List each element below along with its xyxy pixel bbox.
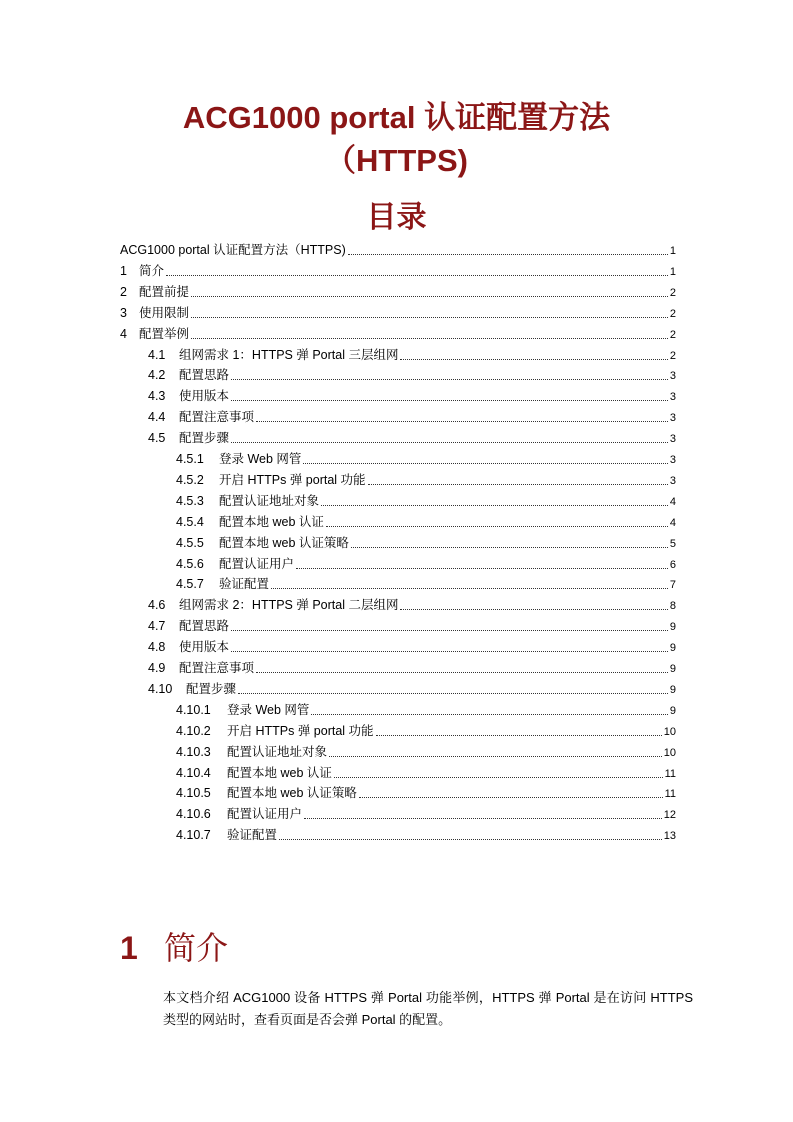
toc-dot-leader — [321, 505, 668, 506]
toc-dot-leader — [400, 609, 667, 610]
toc-dot-leader — [191, 296, 668, 297]
toc-entry-number: 4.10.3 — [176, 744, 211, 759]
toc-dot-leader — [238, 693, 668, 694]
toc-heading: 目录 — [366, 201, 427, 234]
toc-entry-text: 配置认证地址对象 — [219, 493, 320, 508]
toc-entry-page: 1 — [669, 265, 676, 278]
toc-dot-leader — [256, 421, 668, 422]
toc-entry-page: 2 — [669, 349, 676, 362]
toc-entry-number: 4.10.1 — [176, 702, 211, 717]
toc-entry-number: 4.10.6 — [176, 807, 211, 822]
toc-entry-page: 3 — [669, 370, 676, 383]
toc-dot-leader — [271, 588, 668, 589]
toc-entry[interactable] — [148, 637, 676, 657]
toc-entry-page: 12 — [663, 809, 676, 822]
toc-dot-leader — [368, 484, 668, 485]
toc-entry-text: 配置注意事项 — [179, 661, 255, 675]
toc-entry-number: 4.4 — [148, 410, 166, 425]
toc-entry-number: 4.10.7 — [176, 828, 211, 843]
toc-entry-number: 4.10 — [148, 681, 173, 696]
toc-entry-text: 使用版本 — [179, 640, 230, 655]
toc-entry-number: 4.10.2 — [176, 723, 211, 738]
toc-entry-number: 1 — [120, 263, 127, 278]
toc-entry-page: 4 — [669, 516, 676, 529]
toc-entry-text: 登录 Web 网管 — [219, 452, 302, 466]
toc-entry-page: 10 — [663, 725, 676, 738]
toc-entry-number: 4.5.1 — [176, 452, 204, 466]
toc-entry[interactable] — [148, 679, 676, 699]
toc-entry-text: 开启 HTTPs 弹 portal 功能 — [227, 723, 374, 738]
toc-entry-page: 11 — [664, 788, 676, 801]
toc-entry-page: 6 — [669, 558, 676, 571]
toc-entry-number: 4.5.5 — [176, 535, 204, 550]
toc-entry-text: 配置认证用户 — [227, 807, 303, 822]
toc-entry-page: 3 — [669, 412, 676, 425]
toc-dot-leader — [329, 756, 662, 757]
toc-entry-text: ACG1000 portal 认证配置方法（HTTPS) — [120, 243, 346, 257]
toc-dot-leader — [166, 275, 668, 276]
toc-entry[interactable] — [176, 554, 676, 574]
toc-entry[interactable] — [148, 407, 676, 427]
toc-entry-page: 9 — [669, 663, 676, 675]
toc-entry-page: 3 — [669, 391, 676, 404]
toc-dot-leader — [231, 442, 668, 443]
toc-dot-leader — [348, 254, 668, 255]
toc-entry-text: 开启 HTTPs 弹 portal 功能 — [219, 472, 366, 487]
toc-entry-number: 4.5.4 — [176, 514, 204, 529]
toc-entry-page: 2 — [669, 286, 676, 299]
toc-entry-text: 配置举例 — [139, 326, 190, 341]
toc-entry[interactable] — [148, 616, 676, 636]
toc-entry-text: 配置认证用户 — [219, 556, 295, 571]
toc-entry-page: 2 — [669, 307, 676, 320]
toc-entry-number: 4.5 — [148, 431, 166, 446]
toc-entry-number: 4.2 — [148, 368, 166, 383]
toc-dot-leader — [311, 714, 667, 715]
toc-entry-page: 11 — [664, 767, 676, 780]
toc-entry-page: 5 — [669, 537, 676, 550]
toc-dot-leader — [231, 400, 668, 401]
toc-entry-number: 4.5.3 — [176, 493, 204, 508]
toc-entry[interactable] — [176, 742, 676, 762]
toc-entry-number: 4.5.2 — [176, 472, 204, 487]
toc-entry-number: 3 — [120, 305, 127, 320]
toc-entry[interactable] — [176, 825, 676, 845]
toc-entry-page: 8 — [669, 600, 676, 613]
toc-entry[interactable] — [176, 574, 676, 594]
toc-entry-number: 4.9 — [148, 661, 166, 675]
toc-dot-leader — [191, 338, 668, 339]
toc-entry-page: 9 — [669, 642, 676, 655]
toc-entry[interactable] — [176, 721, 676, 741]
toc-dot-leader — [279, 839, 662, 840]
toc-entry-number: 4.5.7 — [176, 577, 204, 592]
toc-entry-text: 使用限制 — [139, 305, 190, 320]
toc-dot-leader — [359, 797, 663, 798]
toc-entry-text: 配置步骤 — [186, 681, 237, 696]
toc-entry-text: 验证配置 — [227, 828, 278, 843]
toc-entry-number: 4.6 — [148, 598, 166, 613]
toc-entry[interactable] — [120, 324, 676, 344]
toc-entry-page: 9 — [669, 621, 676, 634]
toc-entry-text: 配置本地 web 认证策略 — [219, 535, 349, 550]
toc-entry-page: 7 — [669, 579, 676, 592]
document-title: ACG1000 portal 认证配置方法 — [182, 100, 611, 135]
toc-dot-leader — [231, 379, 668, 380]
document-title-line2: （HTTPS) — [325, 143, 468, 178]
section-heading — [120, 926, 228, 970]
toc-entry-page: 2 — [669, 328, 676, 341]
toc-dot-leader — [303, 463, 667, 464]
toc-entry-text: 配置思路 — [179, 368, 230, 383]
toc-entry-text: 使用版本 — [179, 389, 230, 404]
toc-entry[interactable] — [176, 449, 676, 469]
toc-entry-page: 3 — [669, 433, 676, 446]
toc-entry[interactable] — [148, 386, 676, 406]
toc-entry-page: 10 — [663, 746, 676, 759]
toc-entry-text: 验证配置 — [219, 577, 270, 592]
toc-dot-leader — [351, 547, 668, 548]
toc-entry-text: 简介 — [139, 263, 165, 278]
section-paragraph: 本文档介绍 ACG1000 设备 HTTPS 弹 Portal 功能举例，HTTPS 弹 Portal 是在访问 HTTPS 类型的网站时，查看页面是否会弹 Portal 的配置。 — [163, 990, 693, 1027]
toc-dot-leader — [256, 672, 668, 673]
toc-entry-text: 组网需求 2：HTTPS 弹 Portal 二层组网 — [179, 598, 399, 613]
toc-entry[interactable] — [176, 470, 676, 490]
toc-entry-text: 配置认证地址对象 — [227, 744, 328, 759]
toc-dot-leader — [376, 735, 662, 736]
toc-entry-text: 配置本地 web 认证策略 — [227, 786, 357, 801]
toc-entry-page: 3 — [669, 474, 676, 487]
toc-entry-page: 4 — [669, 495, 676, 508]
toc-dot-leader — [326, 526, 668, 527]
toc-entry-text: 组网需求 1：HTTPS 弹 Portal 三层组网 — [179, 347, 399, 362]
toc-entry[interactable] — [148, 595, 676, 615]
toc-entry[interactable] — [120, 303, 676, 323]
toc-entry-number: 4.5.6 — [176, 556, 204, 571]
toc-entry-number: 4.1 — [148, 347, 166, 362]
toc-dot-leader — [334, 777, 663, 778]
toc-dot-leader — [231, 630, 668, 631]
toc-entry-text: 配置步骤 — [179, 431, 230, 446]
toc-entry-page: 13 — [663, 830, 676, 843]
toc-dot-leader — [304, 818, 662, 819]
toc-entry-text: 配置思路 — [179, 619, 230, 634]
toc-entry[interactable] — [148, 428, 676, 448]
toc-entry[interactable] — [176, 700, 676, 720]
toc-entry-page: 1 — [669, 245, 676, 257]
section-number: 1 — [120, 930, 138, 966]
toc-entry-text: 配置注意事项 — [179, 410, 255, 425]
toc-entry[interactable] — [176, 512, 676, 532]
toc-entry-text: 配置本地 web 认证 — [219, 514, 324, 529]
toc-entry[interactable] — [148, 658, 676, 678]
toc-entry-number: 4.7 — [148, 619, 166, 634]
toc-entry[interactable] — [120, 282, 676, 302]
toc-entry-page: 9 — [669, 704, 676, 717]
toc-entry[interactable] — [176, 533, 676, 553]
toc-entry[interactable] — [176, 763, 676, 783]
toc-dot-leader — [191, 317, 668, 318]
toc-entry[interactable] — [176, 783, 676, 803]
toc-entry-number: 4.8 — [148, 640, 166, 655]
toc-entry[interactable] — [120, 261, 676, 281]
toc-dot-leader — [400, 359, 667, 360]
toc-dot-leader — [231, 651, 668, 652]
toc-entry[interactable] — [120, 240, 676, 260]
toc-entry[interactable] — [176, 491, 676, 511]
toc-entry-number: 2 — [120, 284, 127, 299]
toc-entry-page: 3 — [669, 454, 676, 466]
toc-entry-text: 配置本地 web 认证 — [227, 765, 332, 780]
toc-entry[interactable] — [148, 345, 676, 365]
toc-entry-number: 4 — [120, 326, 127, 341]
toc-entry[interactable] — [148, 365, 676, 385]
toc-entry-text: 配置前提 — [139, 284, 190, 299]
toc-dot-leader — [296, 568, 668, 569]
toc-entry-number: 4.10.4 — [176, 765, 211, 780]
toc-entry-text: 登录 Web 网管 — [227, 702, 310, 717]
toc-entry-number: 4.3 — [148, 389, 166, 404]
toc-entry-page: 9 — [669, 683, 676, 696]
toc-entry[interactable] — [176, 804, 676, 824]
section-title: 简介 — [164, 930, 229, 966]
toc-entry-number: 4.10.5 — [176, 786, 211, 801]
